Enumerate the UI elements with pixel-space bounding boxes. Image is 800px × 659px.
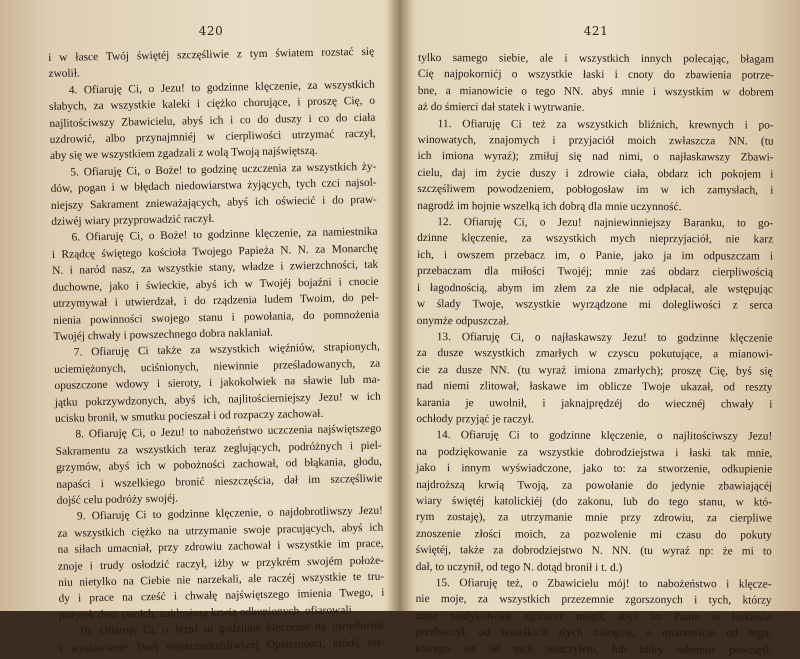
text-line: uciemiężonych, uciśnionych, niewinnie prześladowanych, za — [54, 357, 381, 376]
text-line: świętéj, także za dobrodziejstwo N. NN. (tu wyraź np: że mi to — [415, 544, 772, 558]
text-line: i w łasce Twój świętéj szczęśliwie z tym światem rozstać się — [48, 45, 375, 64]
left-page-text — [48, 44, 386, 657]
text-line: onymże odpuszczał. — [416, 314, 510, 327]
text-line: 5. Ofiaruję Ci, o Boże! to godzinę uczczenia za wszystkich ży- — [70, 160, 377, 179]
text-line: za wszystkich ciężko na utrzymanie swoje pracujących, abyś ich — [57, 521, 384, 540]
text-line: nad niemi zlitował, łaskawe im oblicze Twoje ukazał, od reszty — [416, 380, 773, 394]
text-line: ochłody przyjąć je raczył. — [416, 412, 535, 426]
text-line: znoszenie złości moich, za pozwolenie mi czasu do pokuty — [415, 527, 772, 542]
text-line: nienia powinności swojego stanu i powołania, do pomnożenia — [53, 308, 380, 327]
text-line: 8. Ofiaruję Ci, o Jezu! to nabożeństwo uczczenia najświętszego — [75, 423, 382, 441]
text-line: 6. Ofiaruję Ci, o Boże! to godzinne klęczenie, za namiestnika — [71, 226, 378, 245]
text-line: wiary świętéj katolickiéj (do zakonu, lub do tego stanu, w któ- — [416, 494, 773, 509]
right-page-number: 421 — [583, 24, 609, 38]
text-line: dzinne klęczenie, za wszystkich mych nieprzyjaciół, nie karz — [417, 232, 774, 247]
text-line: jako i innym wyświadczone, jako to: za stworzenie, odkupienie — [416, 462, 773, 476]
text-line: Sakramentu za wszystkich teraz zeglujących, podróżnych i piel- — [55, 439, 382, 458]
text-line: znoje i trudy osłodzić raczył, iżby w przykrém swojém położe- — [57, 554, 384, 573]
left-page-number: 420 — [198, 24, 224, 38]
text-line: 13. Ofiaruję Ci, o najłaskawszy Jezu! to godzinne klęczenie — [436, 330, 773, 345]
text-line: karania je uwolnił, i jaknajprędzéj do wiecznéj chwały i — [416, 396, 773, 411]
text-line: mnie niedykolwiek zgorszyć mogli, abyś im Panie to łaskawie — [415, 609, 772, 624]
text-line: dów, pogan i w błędach niedowiarstwa żyjących, tych czci najsol- — [50, 176, 377, 196]
text-line: i wysławienie Twéj najszczodrobliwszéj Opatrzności, któréj nie- — [59, 636, 386, 655]
text-line: nie moje, za wszystkich przezemnie zgorszonych i tych, którzy — [415, 593, 772, 607]
text-line: 14. Ofiaruję Ci to godzinne klęczenie, o najlitościwszy Jezu! — [436, 429, 773, 443]
text-line: aż do śmierci dał statek i wytrwanie. — [417, 101, 585, 114]
text-line: przebaczył, od wszelkich złych nałogów, a mianowicie od tego, — [415, 626, 772, 640]
text-line: 4. Ofiaruję Ci, o Jezu! to godzinne klęczenie, za wszystkich — [68, 78, 375, 97]
right-page-text — [415, 50, 774, 659]
text-line: ich imiona wyraź); zmiłuj się nad nimi, o najłaskawszy Zbawi- — [417, 150, 774, 164]
text-line: ucisku bronił, w smutku pocieszał i od rozpaczy zachował. — [54, 407, 324, 425]
text-line: niu nietylko na Ciebie nie narzekali, ale raczéj wszystkie te tru- — [58, 570, 385, 589]
text-line: utrzymywał i utwierdzał, i do rządzenia ludem Twoim, do peł- — [52, 291, 379, 311]
text-line: i łagodnością, abym im złem za złe nie odpłacał, ale wstępując — [416, 281, 773, 296]
text-line: za dusze wszystkich zmarłych w czyscu pokutujące, a mianowi- — [416, 347, 773, 361]
text-line: jątku pokrzywdzonych, abyś ich, najlitościerniejszy Jezu! w ich — [54, 390, 381, 409]
text-line: 7. Ofiaruję Ci także za wszystkich więźniów, strapionych, — [73, 340, 380, 359]
text-line: przebaczam dla miłości Twojéj; mnie zaś obdarz cierpliwością — [417, 265, 774, 279]
text-line: pożytek dusz swoich, najdroższą krwią odkupionych, ofiarowali. — [58, 604, 355, 622]
text-line: N. i naród nasz, za wszystkie stany, władze i zwierzchności, tak — [52, 258, 379, 278]
text-line: 11. Ofiaruję Ci też za wszystkich bliźnich, krewnych i po- — [437, 117, 774, 132]
left-page — [0, 0, 396, 655]
text-line: 12. Ofiaruję Ci, o Jezu! najniewinniejszy Baranku, to go- — [437, 216, 774, 230]
text-line: 9. Ofiaruję Ci to godzinne klęczenie, o najdobrotliwszy Jezu! — [76, 505, 384, 523]
text-line: opuszczone wdowy i sieroty, i jakokolwiek na sławie lub ma- — [54, 373, 381, 393]
text-line: dał, to uczynił, od tego N. dotąd bronił i t. d.) — [415, 560, 623, 574]
text-line: najlitościwszy Zbawicielu, abyś ich i co do duszy i co do ciała — [49, 111, 376, 130]
text-line: napaści i wszelkiego bronić nieszczęścia, dał im szczęśliwie — [56, 472, 383, 491]
text-line: dziwéj wiary przyprowadzić raczył. — [51, 212, 215, 229]
text-line: szczęśliwem powodzeniem, pobłogosław im w ich zamysłach, i — [417, 183, 774, 197]
text-line: na podziękowanie za wszystkie dobrodziejstwa i łaski tak mnie, — [416, 445, 773, 460]
text-line: duchowne, jako i świeckie, abyś ich w Twojéj bojaźni i cnocie — [52, 275, 379, 294]
text-line: Cię najpokornićj o wszystkie łaski i cnoty do zbawienia potrze- — [417, 68, 774, 82]
text-line: niejszy Sakrament znieważających, abyś ich oświecić i do praw- — [50, 193, 378, 212]
text-line: dojść celu podróży swojéj. — [56, 492, 179, 507]
text-line: winowatych, znajomych i przyjaciół moich zwłaszcza NN. (tu — [417, 134, 774, 148]
text-line: cielu, daj im życie duszy i zdrowie ciała, obdarz ich pokojem i — [417, 166, 774, 181]
text-line: rym zostaję), za utrzymanie mnie przy zdrowiu, za cierpliwe — [415, 511, 772, 525]
text-line: Twojéj chwały i powszechnego dobra naklaniał. — [53, 326, 273, 343]
text-line: uzdrowić, albo przynajmniéj w cierpliwości utrzymać raczył, — [49, 127, 376, 147]
text-line: w ślady Twoje, wszystkie wyrządzone mi dolegliwości z serca — [416, 298, 773, 312]
text-line: na siłach umacniał, przy zdrowiu zachował i wszystkie im prace, — [57, 537, 384, 557]
text-line: grzymów, abyś ich w pobożności zachował, od błąkania, głodu, — [55, 455, 383, 475]
text-line: bne, a mianowicie o tego NN. abyś mnie i wszystkim w dobrem — [417, 84, 774, 99]
text-line: którego się od nich nauczyłem, lub który odemnie powziętl, — [415, 642, 772, 657]
text-line: cie za dusze NN. (tu wyraź imiona zmarłych); proszę Cię, byś się — [416, 363, 773, 378]
right-page — [404, 0, 800, 657]
text-line: zwolił. — [48, 67, 80, 81]
text-line: i Rządcę świętego kościoła Twojego Papieża N. N. za Monarchę — [51, 242, 378, 261]
text-line: 10. Ofiaruję Ci, o Jezu! to godzinne klęczenie na uwielbienie — [79, 619, 386, 638]
text-line: tylko samego siebie, ale i wszystkich innych polecając, błagam — [417, 51, 774, 66]
text-line: aby się we wszystkiem zgadzali z wolą Twoją najświętszą. — [49, 145, 318, 163]
text-line: 15. Ofiaruję też, o Zbawicielu mój! to nabożeństwo i klęcze- — [435, 577, 772, 591]
text-line: ich, i owszem przebacz im, o Panie, jako ja im odpuszczam i — [417, 248, 774, 263]
text-line: najdroższą krwią Twoją, za powołanie do jedynie zbawiającéj — [416, 478, 773, 493]
text-line: dy i prace na cześć i chwałę najświętszego imienia Twego, i — [58, 587, 385, 606]
text-line: słabych, za wszystkie kaleki i ciężko chorujące, i proszę Cię, o — [48, 94, 376, 114]
text-line: nagrodź im hojnie wszelką ich dobrą dla mnie uczynność. — [417, 199, 682, 213]
